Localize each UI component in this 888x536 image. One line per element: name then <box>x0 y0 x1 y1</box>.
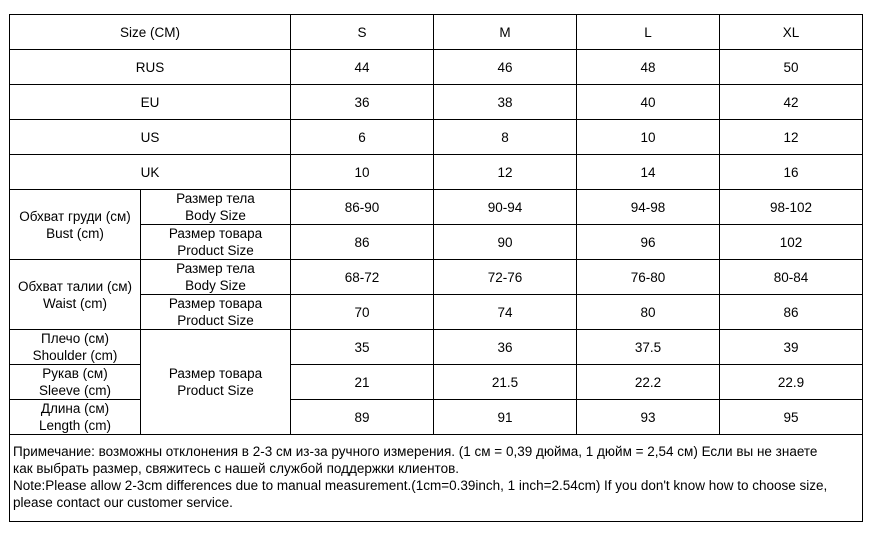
table-cell: 14 <box>577 155 720 190</box>
note-en-line-1: Note:Please allow 2-3cm differences due to manual measurement.(1cm=0.39inch, 1 inch=2.54cm) If you don't know how to choose size, <box>13 478 828 493</box>
table-cell: 22.2 <box>577 365 720 400</box>
body-size-label-en: Body Size <box>185 208 246 223</box>
sleeve-label-ru: Рукав (см) <box>42 366 108 381</box>
table-cell: 50 <box>720 50 863 85</box>
body-size-label <box>141 190 291 225</box>
table-cell: 89 <box>291 400 434 435</box>
table-cell: 80 <box>577 295 720 330</box>
table-cell: 39 <box>720 330 863 365</box>
table-cell: 86 <box>720 295 863 330</box>
row-label: UK <box>10 155 291 190</box>
note-en-line-2: please contact our customer service. <box>13 495 233 510</box>
table-cell: 8 <box>434 120 577 155</box>
length-label-en: Length (cm) <box>38 418 112 433</box>
table-row <box>10 120 863 155</box>
table-cell: 12 <box>434 155 577 190</box>
table-row <box>10 190 863 225</box>
shoulder-label <box>10 330 141 365</box>
table-cell: 86-90 <box>291 190 434 225</box>
table-cell: 98-102 <box>720 190 863 225</box>
table-cell: 102 <box>720 225 863 260</box>
measurement-note <box>10 435 863 522</box>
table-cell: 74 <box>434 295 577 330</box>
column-header: XL <box>720 15 863 50</box>
waist-label <box>10 260 141 330</box>
length-label-ru: Длина (см) <box>40 401 110 416</box>
table-cell: 76-80 <box>577 260 720 295</box>
table-row <box>10 85 863 120</box>
table-cell: 37.5 <box>577 330 720 365</box>
table-row <box>10 365 863 400</box>
bust-label-en: Bust (cm) <box>46 225 104 241</box>
table-cell: 91 <box>434 400 577 435</box>
table-cell: 21.5 <box>434 365 577 400</box>
product-size-label-ru: Размер товара <box>168 366 263 381</box>
table-cell: 86 <box>291 225 434 260</box>
body-size-label-en: Body Size <box>185 278 246 293</box>
table-cell: 21 <box>291 365 434 400</box>
table-cell: 16 <box>720 155 863 190</box>
table-cell: 72-76 <box>434 260 577 295</box>
table-cell: 36 <box>434 330 577 365</box>
product-size-label-en: Product Size <box>177 243 254 258</box>
table-cell: 6 <box>291 120 434 155</box>
table-cell: 68-72 <box>291 260 434 295</box>
table-row <box>10 50 863 85</box>
table-cell: 93 <box>577 400 720 435</box>
table-cell: 90 <box>434 225 577 260</box>
sleeve-label-en: Sleeve (cm) <box>38 383 111 398</box>
table-cell: 40 <box>577 85 720 120</box>
shoulder-label-en: Shoulder (cm) <box>32 348 118 363</box>
product-size-label-ru: Размер товара <box>168 296 263 311</box>
product-size-label <box>141 225 291 260</box>
table-row <box>10 260 863 295</box>
header-row <box>10 15 863 50</box>
waist-label-ru: Обхват талии (см) <box>18 278 132 294</box>
table-cell: 10 <box>577 120 720 155</box>
table-cell: 38 <box>434 85 577 120</box>
table-cell: 95 <box>720 400 863 435</box>
header-label: Size (CM) <box>10 15 291 50</box>
table-cell: 36 <box>291 85 434 120</box>
table-cell: 10 <box>291 155 434 190</box>
product-size-group-label <box>141 330 291 435</box>
length-label <box>10 400 141 435</box>
product-size-label-ru: Размер товара <box>168 226 263 241</box>
table-cell: 44 <box>291 50 434 85</box>
bust-label <box>10 190 141 260</box>
table-cell: 48 <box>577 50 720 85</box>
body-size-label-ru: Размер тела <box>176 191 255 206</box>
waist-label-en: Waist (cm) <box>43 295 107 311</box>
table-cell: 35 <box>291 330 434 365</box>
table-cell: 42 <box>720 85 863 120</box>
note-row <box>10 435 863 522</box>
column-header: S <box>291 15 434 50</box>
note-ru-line-1: Примечание: возможны отклонения в 2-3 см из-за ручного измерения. (1 см = 0,39 дюйма, 1 дюйм = 2,54 см) Если вы не знаете <box>13 444 818 459</box>
table-cell: 96 <box>577 225 720 260</box>
table-cell: 94-98 <box>577 190 720 225</box>
product-size-label <box>141 295 291 330</box>
sleeve-label <box>10 365 141 400</box>
note-ru-line-2: как выбрать размер, свяжитесь с нашей службой поддержки клиентов. <box>13 461 460 476</box>
column-header: M <box>434 15 577 50</box>
product-size-label-en: Product Size <box>177 313 254 328</box>
row-label: EU <box>10 85 291 120</box>
row-label: RUS <box>10 50 291 85</box>
table-cell: 46 <box>434 50 577 85</box>
table-row <box>10 330 863 365</box>
table-cell: 80-84 <box>720 260 863 295</box>
product-size-label-en: Product Size <box>177 383 254 398</box>
body-size-label <box>141 260 291 295</box>
table-cell: 12 <box>720 120 863 155</box>
size-chart-table <box>9 14 863 522</box>
table-cell: 70 <box>291 295 434 330</box>
column-header: L <box>577 15 720 50</box>
table-row <box>10 155 863 190</box>
table-row <box>10 400 863 435</box>
body-size-label-ru: Размер тела <box>176 261 255 276</box>
bust-label-ru: Обхват груди (см) <box>19 208 131 224</box>
table-cell: 22.9 <box>720 365 863 400</box>
shoulder-label-ru: Плечо (см) <box>41 331 109 346</box>
row-label: US <box>10 120 291 155</box>
table-cell: 90-94 <box>434 190 577 225</box>
